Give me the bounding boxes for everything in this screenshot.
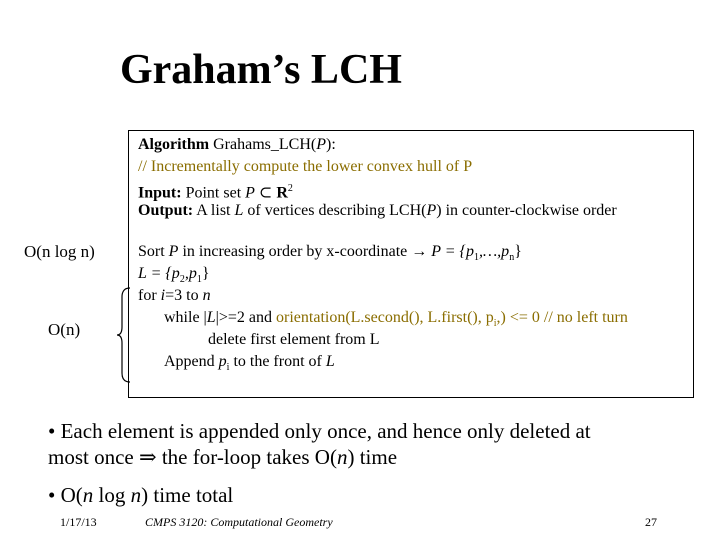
loop-brace-icon — [116, 287, 132, 383]
append-end: L — [325, 353, 335, 370]
for-mid: =3 to — [165, 287, 199, 304]
for-line — [138, 286, 211, 306]
sort-sub-1: 1 — [473, 252, 479, 264]
while-cond-text: orientation(L.second(), L.first(), p — [276, 309, 494, 326]
append-sub: i — [226, 362, 230, 374]
init-text: L = {p — [138, 265, 180, 282]
sort-result-mid: ,…,p — [478, 243, 510, 260]
bullet-1-line2b: the for-loop takes O( — [161, 445, 337, 469]
sort-result: P = {p — [431, 243, 474, 260]
append-rest: to the front of — [233, 353, 322, 370]
append-text: Append — [164, 353, 215, 370]
bullet-1-line1: Each element is appended only once, and hence only deleted at — [60, 419, 591, 443]
algorithm-name-end: ): — [325, 136, 336, 153]
sort-result-end: } — [514, 243, 522, 260]
bullet-2-text-c: ) time total — [141, 483, 234, 507]
algorithm-output-line — [138, 201, 617, 221]
input-set: R — [276, 184, 288, 202]
output-var2: P — [426, 202, 437, 219]
sort-rest: in increasing order by x-coordinate — [182, 243, 408, 260]
while-cond-sub: i — [493, 318, 497, 330]
algorithm-keyword: Algorithm — [138, 136, 210, 153]
algorithm-name-arg: P — [316, 136, 326, 153]
for-end: n — [202, 287, 211, 304]
append-line — [164, 352, 335, 378]
output-label: Output: — [138, 202, 194, 219]
sort-complexity-label: O(n log n) — [24, 242, 95, 261]
sort-var: P — [168, 243, 179, 260]
input-exponent: 2 — [287, 183, 293, 194]
sort-text: Sort — [138, 243, 165, 260]
slide-title: Graham’s LCH — [120, 47, 402, 93]
output-text-2: of vertices describing LCH( — [247, 202, 427, 219]
bullet-1-line2a: most once — [48, 445, 134, 469]
while-text: while | — [164, 309, 207, 326]
while-var: L — [206, 309, 216, 326]
append-var: p — [218, 353, 227, 370]
for-var: i — [160, 287, 166, 304]
algorithm-comment: // Incrementally compute the lower convex hull of P — [138, 158, 473, 175]
bullet-marker: • — [48, 419, 56, 443]
init-sub-2: 2 — [179, 274, 185, 286]
while-rest: |>=2 and — [215, 309, 273, 326]
bullet-marker: • — [48, 483, 56, 507]
algorithm-input-line — [138, 179, 293, 203]
input-label: Input: — [138, 184, 182, 202]
while-condition — [276, 309, 628, 330]
output-var: L — [234, 202, 244, 219]
init-end: } — [201, 265, 210, 282]
footer-date: 1/17/13 — [60, 515, 97, 529]
subset-symbol: ⊂ — [258, 184, 273, 202]
loop-complexity-label: O(n) — [48, 320, 81, 339]
sort-sub-n: n — [509, 252, 515, 264]
for-text: for — [138, 287, 157, 304]
implies-arrow-icon: ⇒ — [138, 445, 157, 469]
bullet-2-text-a: O( — [60, 483, 83, 507]
bullet-1 — [48, 418, 591, 470]
output-text-3: ) in counter-clockwise order — [436, 202, 617, 219]
input-var: P — [245, 184, 255, 202]
arrow-icon: → — [411, 243, 428, 260]
bullet-1-end: ) time — [347, 445, 398, 469]
bullet-2-var2: n — [130, 483, 142, 507]
while-cond-end: ,) <= 0 // no left turn — [496, 309, 628, 326]
delete-line: delete first element from L — [208, 331, 380, 348]
bullet-2 — [48, 482, 233, 508]
footer-page-number: 27 — [645, 515, 657, 529]
input-text: Point set — [185, 184, 242, 202]
algorithm-header-line — [138, 135, 336, 155]
bullet-2-text-b: log — [98, 483, 126, 507]
footer-course: CMPS 3120: Computational Geometry — [145, 515, 333, 529]
init-mid: ,p — [184, 265, 197, 282]
output-text-1: A list — [196, 202, 231, 219]
bullet-1-var: n — [336, 445, 348, 469]
init-sub-1: 1 — [196, 274, 202, 286]
algorithm-name: Grahams_LCH( — [213, 136, 317, 153]
bullet-2-var1: n — [82, 483, 94, 507]
